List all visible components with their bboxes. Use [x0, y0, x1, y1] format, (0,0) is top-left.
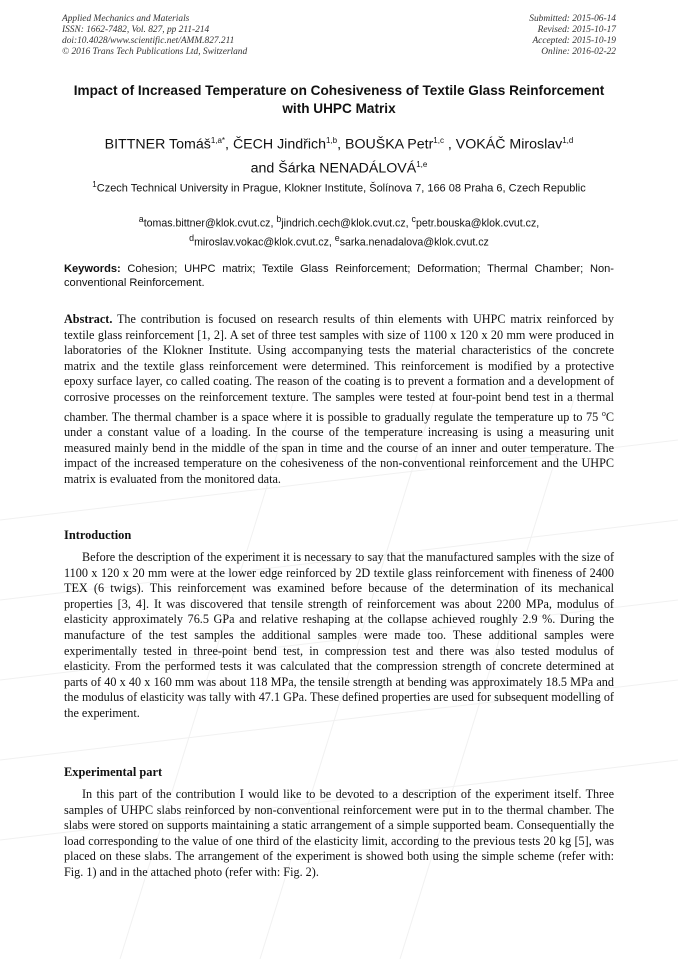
journal-info — [62, 14, 247, 58]
email-list: $^a$tomas.bittner@klok.cvut.cz, $^b$jindrich.cech@klok.cvut.cz, $^c$petr.bouska@klok.cvut.cz, $^d$miroslav.vokac@klok.cvut.cz, $^e$sarka.nenadalova@klok.cvut.cz — [138, 214, 540, 249]
author-affiliation-mark: 1,a* — [210, 136, 226, 145]
email-link[interactable]: sarka.nenadalova@klok.cvut.cz — [339, 236, 489, 249]
email-link[interactable]: tomas.bittner@klok.cvut.cz — [143, 217, 271, 230]
author-name: ČECH Jindřich — [232, 136, 326, 153]
journal-name: Applied Mechanics and Materials — [62, 14, 190, 24]
affiliation — [70, 177, 608, 197]
introduction-heading: Introduction — [64, 528, 132, 542]
keywords-text: Cohesion; UHPC matrix; Textile Glass Reinforcement; Deformation; Thermal Chamber; Non-conventional Reinforcement. — [64, 263, 614, 289]
email-link[interactable]: petr.bouska@klok.cvut.cz — [415, 217, 537, 230]
paper-title: Impact of Increased Temperature on Cohesiveness of Textile Glass Reinforcement with UHPC Matrix — [73, 83, 605, 116]
introduction-paragraph: Before the description of the experiment it is necessary to say that the manufactured samples with the size of 1100 x 120 x 20 mm were at the lower edge reinforced by 2D textile glass reinforcement with fineness of 2400 TEX (6 twigs). This reinforcement was examined before because of the determination of its mechanical properties [3, 4]. It was discovered that tensile strength of reinforcement was about 2200 MPa, modulus of elasticity approximately 76.5 GPa and relative reshaping at the collapse achieved roughly 2.9 %. During the manufacture of the test samples the additional samples were made too. These additional samples were experimentally tested in three-point bend test, in compression test and there was also tested modulus of elasticity. From the performed tests it was calculated that the compression strength of concrete determined at parts of 40 x 40 x 160 mm was about 118 MPa, the tensile strength at bending was approximately 18.5 MPa and the modulus of elasticity was tally with 47.1 GPa. These defined properties are used for subsequent modelling of the experiment. — [64, 550, 614, 720]
experimental-paragraph: In this part of the contribution I would like to be devoted to a description of the experiment itself. Three samples of UHPC slabs reinforced by non-conventional reinforcement were put in to the thermal chamber. The slabs were stored on supports maintaining a static arrangement of a simple supported beam. Consequentially the load corresponding to the value of one third of the elasticity limit, according to the previous tests 20 kg [5], was placed on these slabs. The arrangement of the experiment is showed both using the simple scheme (refer with: Fig. 1) and in the attached photo (refer with: Fig. 2). — [64, 787, 614, 879]
email-mark: d — [189, 232, 195, 243]
email-link[interactable]: jindrich.cech@klok.cvut.cz — [281, 217, 406, 230]
journal-copyright: © 2016 Trans Tech Publications Ltd, Switzerland — [62, 47, 248, 57]
author-affiliation-mark: 1,b — [325, 136, 338, 145]
author-name: BITTNER Tomáš — [104, 136, 211, 153]
journal-doi: doi:10.4028/www.scientific.net/AMM.827.211 — [62, 36, 235, 46]
date-online: Online: 2016-02-22 — [541, 47, 616, 57]
affiliation-text: Czech Technical University in Prague, Klokner Institute, Šolínova 7, 166 08 Praha 6, Czech Republic — [96, 182, 586, 195]
abstract-text: The contribution is focused on research results of thin elements with UHPC matrix reinforced by textile glass reinforcement [1, 2]. A set of three test samples with size of 1100 x 120 x 20 mm were produced in laboratories of the Klokner Institute. Using accompanying tests the material characteristics of the concrete matrix and the textile glass reinforcement were determined. This reinforcement is modified by a protective epoxy surface layer, co called coating. The reason of the coating is to prevent a formation and a development of corrosive processes on the reinforcement texture. The samples were tested at four-point bend test in a thermal chamber. The thermal chamber is a space where it is possible to gradually regulate the temperature up to 75 — [64, 312, 614, 424]
abstract-label: Abstract. — [64, 312, 113, 326]
date-revised: Revised: 2015-10-17 — [537, 25, 616, 35]
date-submitted: Submitted: 2015-06-14 — [529, 14, 616, 24]
author-name: Šárka NENADÁLOVÁ — [278, 160, 417, 177]
email-mark: e — [334, 232, 340, 243]
email-link[interactable]: miroslav.vokac@klok.cvut.cz — [194, 236, 329, 249]
affiliation-mark: 1 — [92, 180, 97, 189]
degree-mark: o — [601, 408, 606, 418]
author-affiliation-mark: 1,c — [433, 136, 444, 145]
date-accepted: Accepted: 2015-10-19 — [532, 36, 616, 46]
abstract — [64, 312, 614, 488]
email-mark: c — [411, 214, 416, 224]
keywords-label: Keywords: — [64, 263, 121, 275]
experimental-heading: Experimental part — [64, 765, 163, 779]
journal-issn: ISSN: 1662-7482, Vol. 827, pp 211-214 — [62, 25, 210, 35]
experimental-text — [64, 787, 614, 881]
authors-joiner: and — [250, 160, 275, 177]
abstract-text-cont: C under a constant value of a loading. In the course of the temperature increasing is using a measuring unit measured mainly bend in the middle of the span in time and the course of an inner and outer temperature. The impact of the increased temperature on the cohesiveness of the non-conventional reinforcement and the UHPC matrix is evaluated from the monitored data. — [64, 409, 614, 486]
email-mark: b — [276, 214, 282, 224]
submission-dates — [529, 14, 616, 58]
keywords — [64, 262, 614, 290]
introduction-text — [64, 550, 614, 722]
email-mark: a — [138, 214, 144, 224]
author-name: VOKÁČ Miroslav — [455, 136, 563, 153]
author-list: BITTNER Tomáš$^{1,a*}$, ČECH Jindřich$^{1,b}$, BOUŠKA Petr$^{1,c}$ , VOKÁČ Miroslav$^{1,d}$ and Šárka NENADÁLOVÁ$^{1,e}$ — [104, 136, 574, 177]
author-affiliation-mark: 1,e — [416, 159, 428, 169]
author-affiliation-mark: 1,d — [562, 136, 574, 145]
author-name: BOUŠKA Petr — [344, 136, 434, 153]
